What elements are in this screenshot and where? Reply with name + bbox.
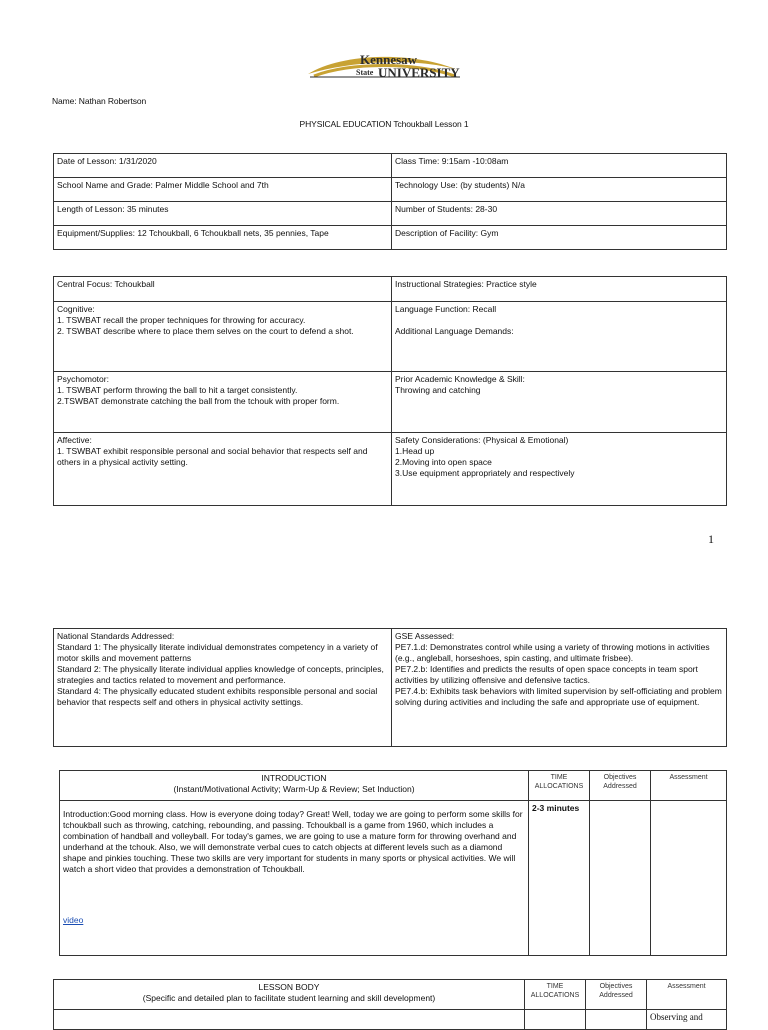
length-of-lesson: Length of Lesson: 35 minutes (54, 202, 392, 226)
page-number: 1 (708, 532, 714, 546)
cognitive-objectives (54, 302, 392, 372)
psychomotor-heading: Psychomotor: (57, 374, 109, 384)
cognitive-item-1: 1. TSWBAT recall the proper techniques for throwing for accuracy. (57, 315, 306, 325)
body-time-allocations-header: TIME ALLOCATIONS (525, 980, 586, 1010)
lesson-body-content (54, 1010, 525, 1030)
gse-assessed (392, 629, 727, 747)
lesson-body-heading: LESSON BODY (258, 982, 320, 992)
standards-table (53, 628, 727, 747)
language-function (392, 302, 727, 372)
introduction-heading: INTRODUCTION (261, 773, 327, 783)
instructional-strategies: Instructional Strategies: Practice style (392, 277, 727, 302)
lesson-body-objectives (586, 1010, 647, 1030)
standard-2: Standard 2: The physically literate individual applies knowledge of concepts, principles, strategies and tactics related to movement and performance. (57, 664, 384, 685)
introduction-subheading: (Instant/Motivational Activity; Warm-Up & Review; Set Induction) (173, 784, 415, 794)
national-standards-heading: National Standards Addressed: (57, 631, 175, 641)
assessment-header: Assessment (651, 771, 727, 801)
equipment-supplies: Equipment/Supplies: 12 Tchoukball, 6 Tchoukball nets, 35 pennies, Tape (54, 226, 392, 250)
lesson-body-time (525, 1010, 586, 1030)
safety-item-3: 3.Use equipment appropriately and respectively (395, 468, 575, 478)
student-name: Name: Nathan Robertson (52, 96, 147, 106)
central-focus: Central Focus: Tchoukball (54, 277, 392, 302)
introduction-objectives-cell (590, 801, 651, 956)
lesson-body-table (53, 979, 727, 1030)
video-link[interactable]: video (63, 915, 84, 925)
safety-item-2: 2.Moving into open space (395, 457, 492, 467)
safety-item-1: 1.Head up (395, 446, 435, 456)
facility-description: Description of Facility: Gym (392, 226, 727, 250)
class-time: Class Time: 9:15am -10:08am (392, 154, 727, 178)
safety-heading: Safety Considerations: (Physical & Emotional) (395, 435, 569, 445)
prior-knowledge-text: Throwing and catching (395, 385, 481, 395)
lesson-body-assessment: Observing and (647, 1010, 727, 1030)
introduction-header (60, 771, 529, 801)
language-function-text: Language Function: Recall (395, 304, 497, 314)
cognitive-item-2: 2. TSWBAT describe where to place them selves on the court to defend a shot. (57, 326, 354, 336)
additional-language-demands: Additional Language Demands: (395, 326, 514, 336)
date-of-lesson: Date of Lesson: 1/31/2020 (54, 154, 392, 178)
technology-use: Technology Use: (by students) N/a (392, 178, 727, 202)
prior-knowledge (392, 372, 727, 433)
university-logo (300, 48, 465, 90)
introduction-text: Introduction:Good morning class. How is everyone doing today? Great! Well, today we are going to perform some skills for tchoukball such as throwing, catching, rebounding, and passing. Tchoukball is a game from 1960, which includes a combination of handball and volleyball. For today's games, we are going to use a mature form for throwing overhand and underhand at the tchouk. Also, we will demonstrate verbal cues to catch objects at different levels such as a diamond shape and pinkies touching. These two skills are very important for students in many sports or physical activities. We will watch a short video that provides a demonstration of Tchoukball. (63, 809, 523, 874)
safety-considerations (392, 433, 727, 506)
standard-4: Standard 4: The physically educated student exhibits responsible personal and social behavior that respects self and others in physical activity settings. (57, 686, 378, 707)
psychomotor-objectives (54, 372, 392, 433)
psychomotor-item-2: 2.TSWBAT demonstrate catching the ball from the tchouk with proper form. (57, 396, 340, 406)
introduction-body (60, 801, 529, 956)
affective-item-1: 1. TSWBAT exhibit responsible personal and social behavior that respects self and others in a physical activity setting. (57, 446, 368, 467)
national-standards (54, 629, 392, 747)
cognitive-heading: Cognitive: (57, 304, 95, 314)
affective-objectives (54, 433, 392, 506)
lesson-info-table (53, 153, 727, 250)
prior-knowledge-heading: Prior Academic Knowledge & Skill: (395, 374, 525, 384)
affective-heading: Affective: (57, 435, 92, 445)
gse-pe7-1d: PE7.1.d: Demonstrates control while using a variety of throwing motions in activities (e.g., angleball, horseshoes, spin casting, and ultimate frisbee). (395, 642, 710, 663)
document-title: PHYSICAL EDUCATION Tchoukball Lesson 1 (299, 119, 469, 129)
logo-state: State (356, 68, 374, 77)
gse-pe7-4b: PE7.4.b: Exhibits task behaviors with limited supervision by self-officiating and problem solving during activities and including the safe and appropriate use of equipment. (395, 686, 722, 707)
gse-pe7-2b: PE7.2.b: Identifies and predicts the results of open space concepts in team sport activities by utilizing offensive and defensive tactics. (395, 664, 698, 685)
body-assessment-header: Assessment (647, 980, 727, 1010)
logo-line2: UNIVERSITY (378, 65, 460, 80)
gse-heading: GSE Assessed: (395, 631, 455, 641)
lesson-body-header (54, 980, 525, 1010)
lesson-body-subheading: (Specific and detailed plan to facilitate student learning and skill development) (142, 993, 436, 1003)
psychomotor-item-1: 1. TSWBAT perform throwing the ball to hit a target consistently. (57, 385, 298, 395)
introduction-time: 2-3 minutes (529, 801, 590, 956)
logo-line1: Kennesaw (360, 52, 418, 67)
body-objectives-addressed-header: Objectives Addressed (586, 980, 647, 1010)
objectives-table (53, 276, 727, 506)
number-of-students: Number of Students: 28-30 (392, 202, 727, 226)
school-and-grade: School Name and Grade: Palmer Middle School and 7th (54, 178, 392, 202)
objectives-addressed-header: Objectives Addressed (590, 771, 651, 801)
introduction-table (59, 770, 727, 956)
introduction-assessment-cell (651, 801, 727, 956)
time-allocations-header: TIME ALLOCATIONS (529, 771, 590, 801)
standard-1: Standard 1: The physically literate individual demonstrates competency in a variety of motor skills and movement patterns (57, 642, 378, 663)
